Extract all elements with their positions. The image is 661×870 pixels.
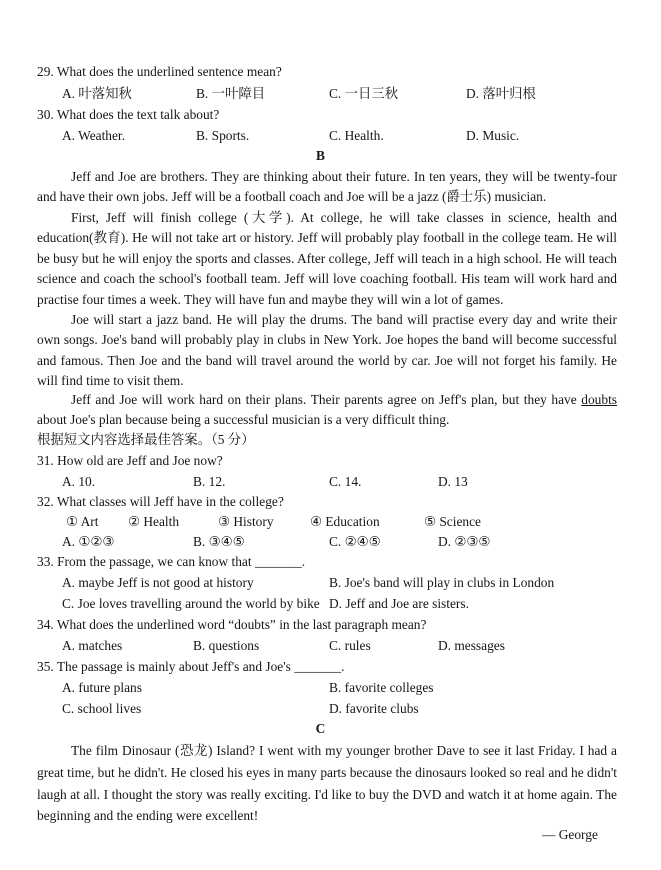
q35-option-b: B. favorite colleges (329, 680, 434, 695)
q32-choice-health: ② Health (128, 514, 180, 529)
q29-stem: 29. What does the underlined sentence mean? (37, 64, 282, 79)
section-b-heading: B (316, 148, 325, 163)
passage-b-paragraph-3: Joe will start a jazz band. He will play the drums. The band will practise every day and write their own songs. Joe's band will probably play in clubs in New York. Joe hopes the band will become successful and famous. Then Joe and the band will travel around the world by car. Joe will not forget his family. He will find time to visit them. (37, 312, 617, 389)
passage-c-paragraph: The film Dinosaur (恐龙) Island? I went with my younger brother Dave to see it last Friday. I had a great time, but he didn't. He closed his eyes in many parts because the dinosaurs looked so real and he didn't laugh at all. I thought the story was really exciting. I'd like to buy the DVD and watch it at home again. The beginning and the ending were excellent! (37, 743, 617, 824)
q32-choice-education: ④ Education (310, 514, 380, 529)
q33-stem: 33. From the passage, we can know that _______. (37, 554, 306, 569)
q35-option-d: D. favorite clubs (329, 701, 419, 716)
q35-option-a: A. future plans (62, 680, 142, 695)
q30-option-a: A. Weather. (62, 128, 126, 143)
q30-option-c: C. Health. (329, 128, 384, 143)
q34-option-c: C. rules (329, 638, 371, 653)
underlined-word-doubts: doubts (581, 392, 617, 407)
q29-option-a: A. 叶落知秋 (62, 86, 132, 101)
paragraph-4-text-start: Jeff and Joe will work hard on their plans. Their parents agree on Jeff's plan, but they have (71, 392, 582, 407)
q35-option-c: C. school lives (62, 701, 142, 716)
q34-option-d: D. messages (438, 638, 505, 653)
q32-choice-art: ① Art (66, 514, 99, 529)
q33-option-a: A. maybe Jeff is not good at history (62, 575, 254, 590)
q32-choice-history: ③ History (218, 514, 274, 529)
passage-b-paragraph-4 (37, 390, 617, 431)
passage-b-paragraph-2: First, Jeff will finish college (大学). At college, he will take classes in science, health and education(教育). He will not take art or history. Jeff will probably play football in the college team. He will be busy but he will enjoy the sports and classes. After college, Jeff will teach in a high school. He will teach science and coach the school's football team. Jeff will love coaching football. His team will work hard and practise four times a week. They will have fun and maybe they will win a lot of games. (37, 210, 617, 307)
q33-option-c: C. Joe loves travelling around the world by bike (62, 596, 320, 611)
q34-option-a: A. matches (62, 638, 123, 653)
q29-option-b: B. 一叶障目 (196, 86, 266, 101)
q30-option-b: B. Sports. (196, 128, 250, 143)
passage-b-paragraph-1: Jeff and Joe are brothers. They are thinking about their future. In ten years, they will be twenty-four and have their own jobs. Jeff will be a football coach and Joe will be a jazz (爵士乐) musician. (37, 169, 617, 205)
q31-option-a: A. 10. (62, 474, 96, 489)
q31-option-b: B. 12. (193, 474, 226, 489)
q33-option-b: B. Joe's band will play in clubs in London (329, 575, 555, 590)
q29-option-d: D. 落叶归根 (466, 86, 536, 101)
q31-stem: 31. How old are Jeff and Joe now? (37, 453, 223, 468)
q32-option-b: B. ③④⑤ (193, 534, 245, 549)
q31-option-c: C. 14. (329, 474, 362, 489)
q31-option-d: D. 13 (438, 474, 468, 489)
paragraph-4-text-end: about Joe's plan because being a successful musician is a very difficult thing. (37, 412, 450, 428)
q32-option-c: C. ②④⑤ (329, 534, 381, 549)
q32-option-d: D. ②③⑤ (438, 534, 491, 549)
q32-stem: 32. What classes will Jeff have in the college? (37, 494, 284, 509)
q34-option-b: B. questions (193, 638, 260, 653)
instruction-text: 根据短文内容选择最佳答案。（5 分） (37, 432, 255, 447)
q32-choice-science: ⑤ Science (424, 514, 481, 529)
section-c-heading: C (315, 721, 326, 736)
q29-option-c: C. 一日三秋 (329, 86, 399, 101)
q35-stem: 35. The passage is mainly about Jeff's and Joe's _______. (37, 659, 345, 674)
q33-option-d: D. Jeff and Joe are sisters. (329, 596, 469, 611)
q30-option-d: D. Music. (466, 128, 520, 143)
signature: — George (542, 827, 598, 842)
q34-stem: 34. What does the underlined word “doubts” in the last paragraph mean? (37, 617, 427, 632)
q30-stem: 30. What does the text talk about? (37, 107, 220, 122)
q32-option-a: A. ①②③ (62, 534, 115, 549)
